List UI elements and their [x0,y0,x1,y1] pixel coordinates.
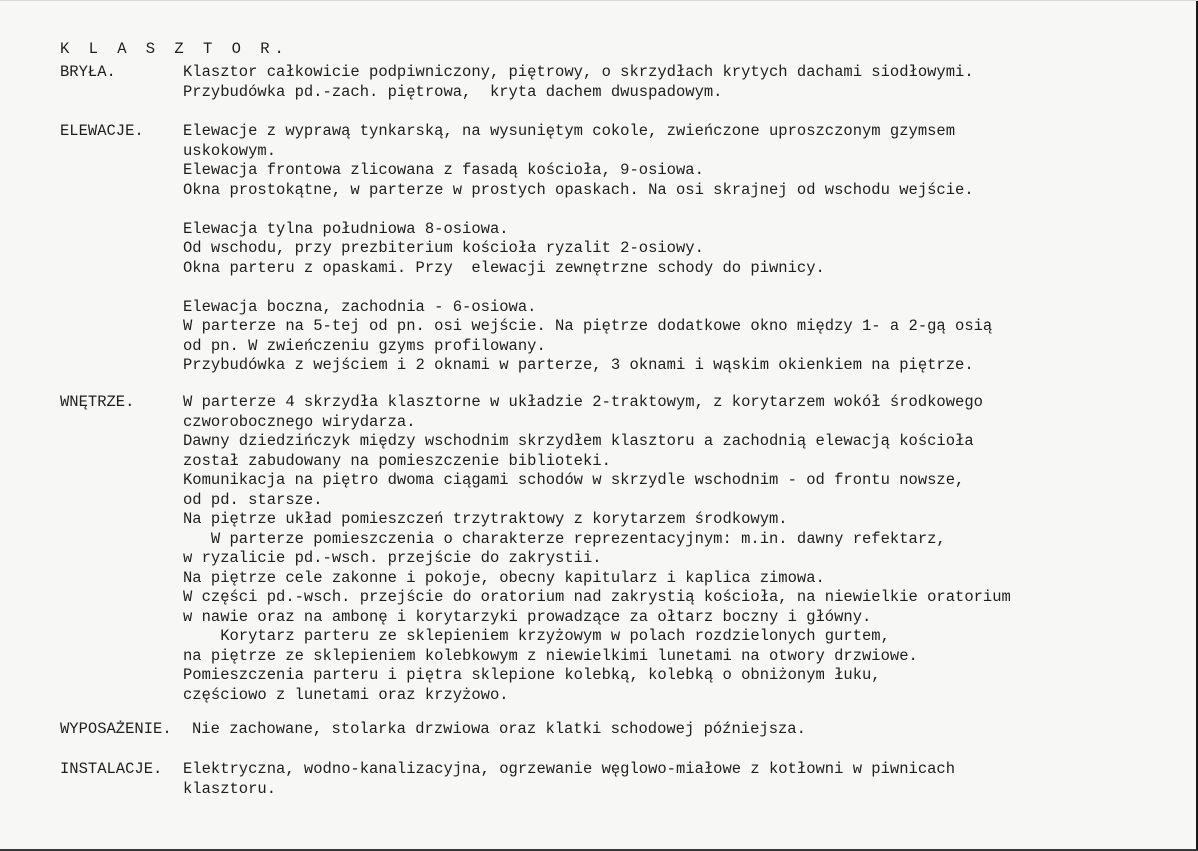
text-line: W części pd.-wsch. przejście do oratorium nad zakrystią kościoła, na niewielkie oratorium [183,588,1011,606]
text-line: na piętrze ze sklepieniem kolebkowym z niewielkimi lunetami na otwory drzwiowe. [183,646,918,665]
section-body [183,122,1173,376]
section-label: ELEWACJE. [60,122,144,140]
text-line: Przybudówka z wejściem i 2 oknami w parterze, 3 oknami i wąskim okienkiem na piętrze. [183,356,974,374]
text-line: Komunikacja na piętro dwoma ciągami schodów w skrzydle wschodnim - od frontu nowsze, [183,471,965,489]
text-line: od pn. W zwieńczeniu gzyms profilowany. [183,336,546,355]
text-line: Klasztor całkowicie podpiwniczony, piętrowy, o skrzydłach krytych dachami siodłowymi. [183,63,974,81]
text-line: Elewacja boczna, zachodnia - 6-osiowa. [183,297,537,316]
text-line: W parterze 4 skrzydła klasztorne w układzie 2-traktowym, z korytarzem wokół środkowego [183,393,983,411]
text-line: W parterze na 5-tej od pn. osi wejście. Na piętrze dodatkowe okno między 1- a 2-gą osią [183,317,993,335]
text-line: Okna prostokątne, w parterze w prostych opaskach. Na osi skrajnej od wschodu wejście. [183,180,974,199]
text-line: w nawie oraz na ambonę i korytarzyki prowadzące za ołtarz boczny i główny. [183,607,872,626]
section-label: WYPOSAŻENIE. [60,720,172,738]
document-title: K L A S Z T O R. [60,40,289,58]
paragraph-gap [183,200,1173,220]
section-body [183,63,1173,102]
section-body [183,393,1173,705]
text-line: częściowo z lunetami oraz krzyżowo. [183,685,509,704]
text-line: Elewacja tylna południowa 8-osiowa. [183,219,509,238]
text-line: Korytarz parteru ze sklepieniem krzyżowym w polach rozdzielonych gurtem, [183,627,890,645]
paragraph-gap [183,278,1173,298]
text-line: W parterze pomieszczenia o charakterze reprezentacyjnym: m.in. dawny refektarz, [183,529,946,548]
text-line: w ryzalicie pd.-wsch. przejście do zakrystii. [183,549,602,567]
text-line: Dawny dziedzińczyk między wschodnim skrzydłem klasztoru a zachodnią elewacją kościoła [183,432,974,450]
text-line: Nie zachowane, stolarka drzwiowa oraz klatki schodowej późniejsza. [192,720,806,738]
text-line: Od wschodu, przy prezbiterium kościoła ryzalit 2-osiowy. [183,239,704,257]
text-line: uskokowym. [183,141,277,160]
text-line: Na piętrze układ pomieszczeń trzytraktowy z korytarzem środkowym. [183,510,788,528]
section-body [192,720,1182,740]
text-line: został zabudowany na pomieszczenie biblioteki. [183,451,611,470]
text-line: Przybudówka pd.-zach. piętrowa, kryta dachem dwuspadowym. [183,82,723,101]
text-line: Elewacje z wyprawą tynkarską, na wysuniętym cokole, zwieńczone uproszczonym gzymsem [183,122,956,140]
text-line: klasztoru. [183,779,277,798]
text-line: czworobocznego wirydarza. [183,412,416,431]
text-line: Pomieszczenia parteru i piętra sklepione kolebką, kolebką o obniżonym łuku, [183,666,881,684]
section-label: INSTALACJE. [60,760,163,778]
text-line: od pd. starsze. [183,490,323,509]
section-label: WNĘTRZE. [60,393,135,411]
section-label: BRYŁA. [60,63,116,81]
page-top-edge [0,0,1198,1]
text-line: Elewacja frontowa zlicowana z fasadą kościoła, 9-osiowa. [183,161,704,179]
text-line: Na piętrze cele zakonne i pokoje, obecny kapitularz i kaplica zimowa. [183,568,825,587]
text-line: Okna parteru z opaskami. Przy elewacji zewnętrzne schody do piwnicy. [183,258,825,277]
section-body [183,760,1173,799]
text-line: Elektryczna, wodno-kanalizacyjna, ogrzewanie węglowo-miałowe z kotłowni w piwnicach [183,760,956,778]
